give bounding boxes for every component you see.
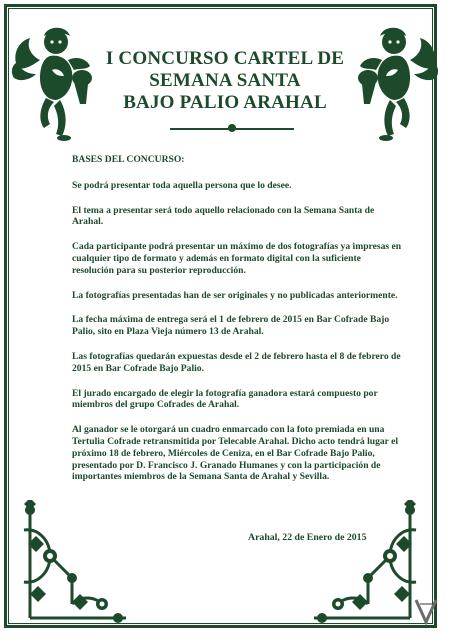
rules-heading: BASES DEL CONCURSO: (72, 154, 185, 165)
rule-2: El tema a presentar será todo aquello relacionado con la Semana Santa de Arahal. (72, 204, 375, 228)
divider-ornament (228, 124, 236, 132)
watermark-mark (412, 596, 440, 626)
corner-ornament-left-icon (10, 500, 130, 624)
rule-5: La fecha máxima de entrega será el 1 de febrero de 2015 en Bar Cofrade Bajo Palio, sito en Plaza Vieja número 13 de Arahal. (72, 314, 390, 338)
title-line-3: BAJO PALIO ARAHAL (123, 92, 327, 113)
rules-text (72, 154, 402, 496)
rule-8: Al ganador se le otorgará un cuadro enmarcado con la foto premiada en una Tertulia Cofrade retransmitida por Telecable Arahal. Dicho acto tendrá lugar el próximo 18 de febrero, Miércoles de Ceniza, en el Bar Cofrade Bajo Palio, presentado por D. Francisco J. Granado Humanes y con la participación de importantes miembros de la Semana Santa de Arahal y Sevilla. (72, 424, 399, 483)
rule-4: La fotografías presentadas han de ser originales y no publicadas anteriormente. (72, 289, 398, 301)
page-title (90, 48, 360, 114)
rule-1: Se podrá presentar toda aquella persona que lo desee. (72, 179, 292, 191)
title-line-2: SEMANA SANTA (149, 70, 301, 91)
rule-3: Cada participante podrá presentar un máximo de dos fotografías ya impresas en cualquier tipo de formato y además en formato digital con la suficiente resolución para su posterior reproducción. (72, 241, 402, 276)
title-line-1: I CONCURSO CARTEL DE (105, 48, 345, 69)
cherub-left-icon (10, 20, 94, 145)
signature-date: Arahal, 22 de Enero de 2015 (248, 532, 367, 543)
cherub-right-icon (356, 20, 440, 145)
rule-7: El jurado encargado de elegir la fotografía ganadora estará compuesto por miembros del grupo Cofrades de Arahal. (72, 387, 378, 411)
rule-6: Las fotografías quedarán expuestas desde el 2 de febrero hasta el 8 de febrero de 2015 en Bar Cofrade Bajo Palio. (72, 350, 401, 374)
